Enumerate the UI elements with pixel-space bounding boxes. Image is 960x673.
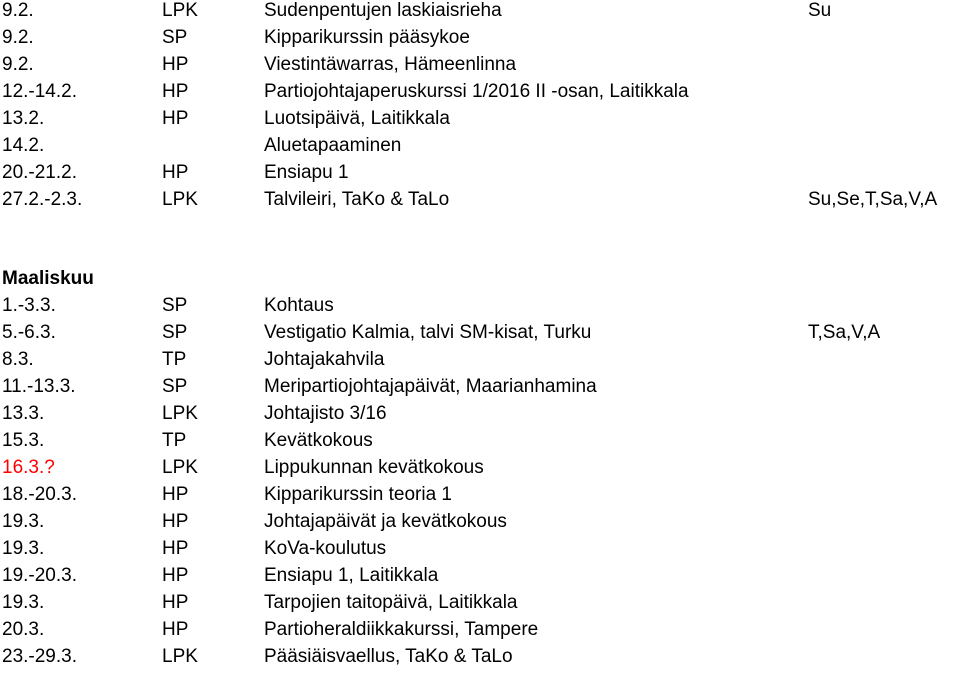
row-organizer: LPK [162,189,198,210]
table-row [0,508,960,535]
table-row [0,562,960,589]
table-row [0,105,960,132]
row-date: 18.-20.3. [2,484,77,505]
row-event: Kipparikurssin teoria 1 [264,484,452,505]
table-row [0,373,960,400]
row-date: 23.-29.3. [2,646,77,667]
row-organizer: HP [162,484,189,505]
row-date: 27.2.-2.3. [2,189,83,210]
table-row [0,346,960,373]
row-organizer: HP [162,511,189,532]
row-organizer: SP [162,322,188,343]
row-organizer: TP [162,430,187,451]
row-date: 5.-6.3. [2,322,56,343]
row-event: Ensiapu 1, Laitikkala [264,565,439,586]
row-organizer: LPK [162,457,198,478]
row-event: Ensiapu 1 [264,162,349,183]
row-event: Kevätkokous [264,430,373,451]
table-row [0,292,960,319]
row-organizer: HP [162,538,189,559]
table-row [0,319,960,346]
row-date: 12.-14.2. [2,81,77,102]
row-event: Pääsiäisvaellus, TaKo & TaLo [264,646,513,667]
row-date: 11.-13.3. [2,376,76,397]
row-event: Johtajapäivät ja kevätkokous [264,511,507,532]
row-date: 15.3. [2,430,45,451]
row-event: Meripartiojohtajapäivät, Maarianhamina [264,376,597,397]
row-event: Talvileiri, TaKo & TaLo [264,189,450,210]
section-heading-march: Maaliskuu [2,268,94,289]
row-event: Johtajisto 3/16 [264,403,387,424]
row-organizer: HP [162,108,189,129]
row-organizer: HP [162,162,189,183]
row-event: Aluetapaaminen [264,135,402,156]
table-row [0,51,960,78]
row-organizer: SP [162,295,188,316]
row-date: 9.2. [2,54,34,75]
row-date: 14.2. [2,135,45,156]
row-event: KoVa-koulutus [264,538,387,559]
row-event: Vestigatio Kalmia, talvi SM-kisat, Turku [264,322,592,343]
row-event: Kohtaus [264,295,334,316]
table-row [0,481,960,508]
row-event: Partiojohtajaperuskurssi 1/2016 II -osan, Laitikkala [264,81,689,102]
row-organizer: HP [162,565,189,586]
row-organizer: TP [162,349,187,370]
table-row [0,454,960,481]
row-date: 20.-21.2. [2,162,77,183]
row-date: 19.3. [2,538,45,559]
table-row [0,535,960,562]
row-event: Sudenpentujen laskiaisrieha [264,0,502,21]
row-date: 13.2. [2,108,45,129]
row-date: 1.-3.3. [2,295,56,316]
row-participants: Su [808,0,832,21]
table-row [0,616,960,643]
table-row [0,0,960,24]
row-event: Luotsipäivä, Laitikkala [264,108,450,129]
row-date: 9.2. [2,27,34,48]
row-event: Partioheraldiikkakurssi, Tampere [264,619,539,640]
table-row [0,159,960,186]
row-organizer: LPK [162,646,198,667]
row-participants: T,Sa,V,A [808,322,881,343]
row-date: 13.3. [2,403,45,424]
row-organizer: SP [162,376,188,397]
row-event: Viestintäwarras, Hämeenlinna [264,54,517,75]
row-event: Kipparikurssin pääsykoe [264,27,470,48]
table-row [0,400,960,427]
row-event: Lippukunnan kevätkokous [264,457,484,478]
row-date: 20.3. [2,619,45,640]
row-participants: Su,Se,T,Sa,V,A [808,189,938,210]
table-row [0,132,960,159]
row-organizer: HP [162,81,189,102]
row-organizer: LPK [162,0,198,21]
row-date: 8.3. [2,349,34,370]
row-organizer: LPK [162,403,198,424]
row-event: Tarpojien taitopäivä, Laitikkala [264,592,518,613]
row-organizer: HP [162,592,189,613]
table-row [0,427,960,454]
table-row [0,24,960,51]
table-row [0,78,960,105]
row-organizer: SP [162,27,188,48]
row-date: 19.-20.3. [2,565,77,586]
row-event: Johtajakahvila [264,349,385,370]
table-row [0,186,960,213]
row-organizer: HP [162,54,189,75]
row-date: 19.3. [2,511,45,532]
row-date-highlighted: 16.3.? [2,457,55,478]
table-row [0,589,960,616]
table-row [0,643,960,670]
row-organizer: HP [162,619,189,640]
row-date: 9.2. [2,0,34,21]
row-date: 19.3. [2,592,45,613]
